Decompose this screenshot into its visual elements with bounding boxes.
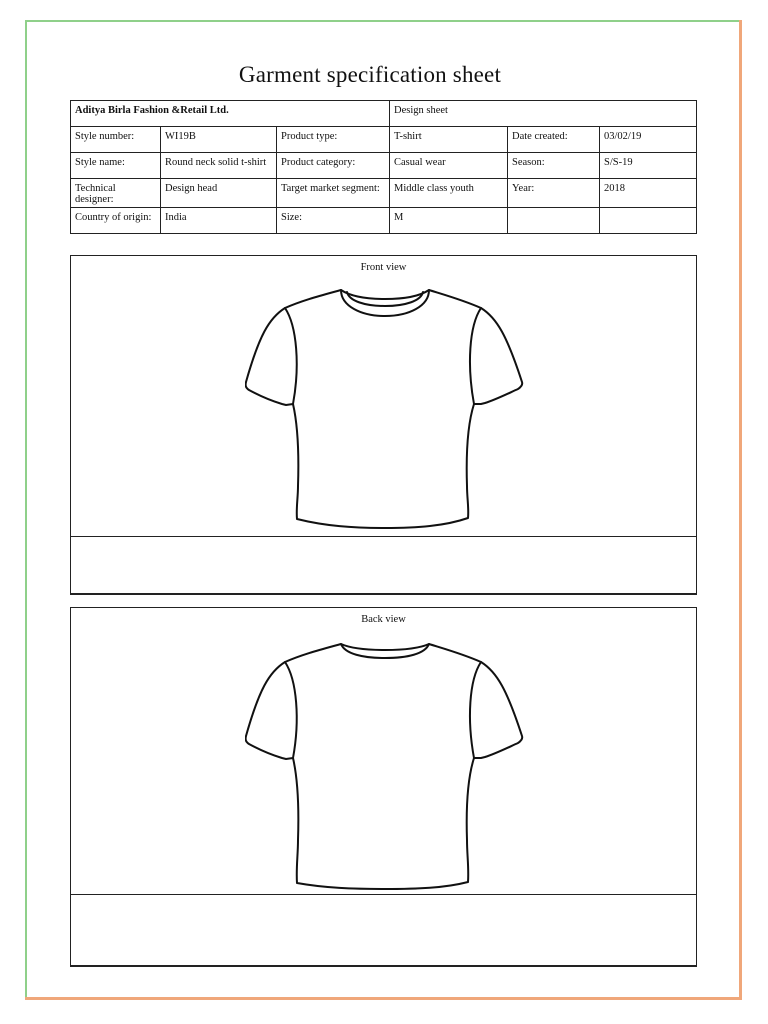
back-view-caption: Back view	[361, 614, 406, 625]
value-target-market: Middle class youth	[390, 179, 508, 208]
empty-cell	[600, 208, 697, 234]
value-product-category: Casual wear	[390, 153, 508, 179]
spec-row	[71, 153, 697, 179]
value-date-created: 03/02/19	[600, 127, 697, 153]
label-size: Size:	[277, 208, 390, 234]
tshirt-front-icon	[245, 286, 525, 530]
label-style-name: Style name:	[71, 153, 161, 179]
back-view-notes	[70, 894, 697, 967]
label-country: Country of origin:	[71, 208, 161, 234]
label-technical-designer: Technical designer:	[71, 179, 161, 208]
company-name: Aditya Birla Fashion &Retail Ltd.	[71, 101, 390, 127]
value-product-type: T-shirt	[390, 127, 508, 153]
value-country: India	[161, 208, 277, 234]
label-product-type: Product type:	[277, 127, 390, 153]
label-season: Season:	[508, 153, 600, 179]
value-technical-designer: Design head	[161, 179, 277, 208]
value-style-number: WI19B	[161, 127, 277, 153]
value-style-name: Round neck solid t-shirt	[161, 153, 277, 179]
front-view-panel	[70, 255, 697, 594]
tshirt-back-icon	[245, 640, 525, 890]
page-title: Garment specification sheet	[238, 62, 502, 87]
spec-header-row	[71, 101, 697, 127]
spec-table	[70, 100, 697, 234]
spec-row	[71, 179, 697, 208]
label-style-number: Style number:	[71, 127, 161, 153]
value-season: S/S-19	[600, 153, 697, 179]
value-year: 2018	[600, 179, 697, 208]
value-size: M	[390, 208, 508, 234]
empty-cell	[508, 208, 600, 234]
label-year: Year:	[508, 179, 600, 208]
label-product-category: Product category:	[277, 153, 390, 179]
front-view-notes	[70, 536, 697, 595]
label-target-market: Target market segment:	[277, 179, 390, 208]
front-view-caption: Front view	[360, 262, 407, 273]
back-view-panel	[70, 607, 697, 966]
design-sheet-label: Design sheet	[390, 101, 697, 127]
spec-row	[71, 127, 697, 153]
label-date-created: Date created:	[508, 127, 600, 153]
spec-row	[71, 208, 697, 234]
